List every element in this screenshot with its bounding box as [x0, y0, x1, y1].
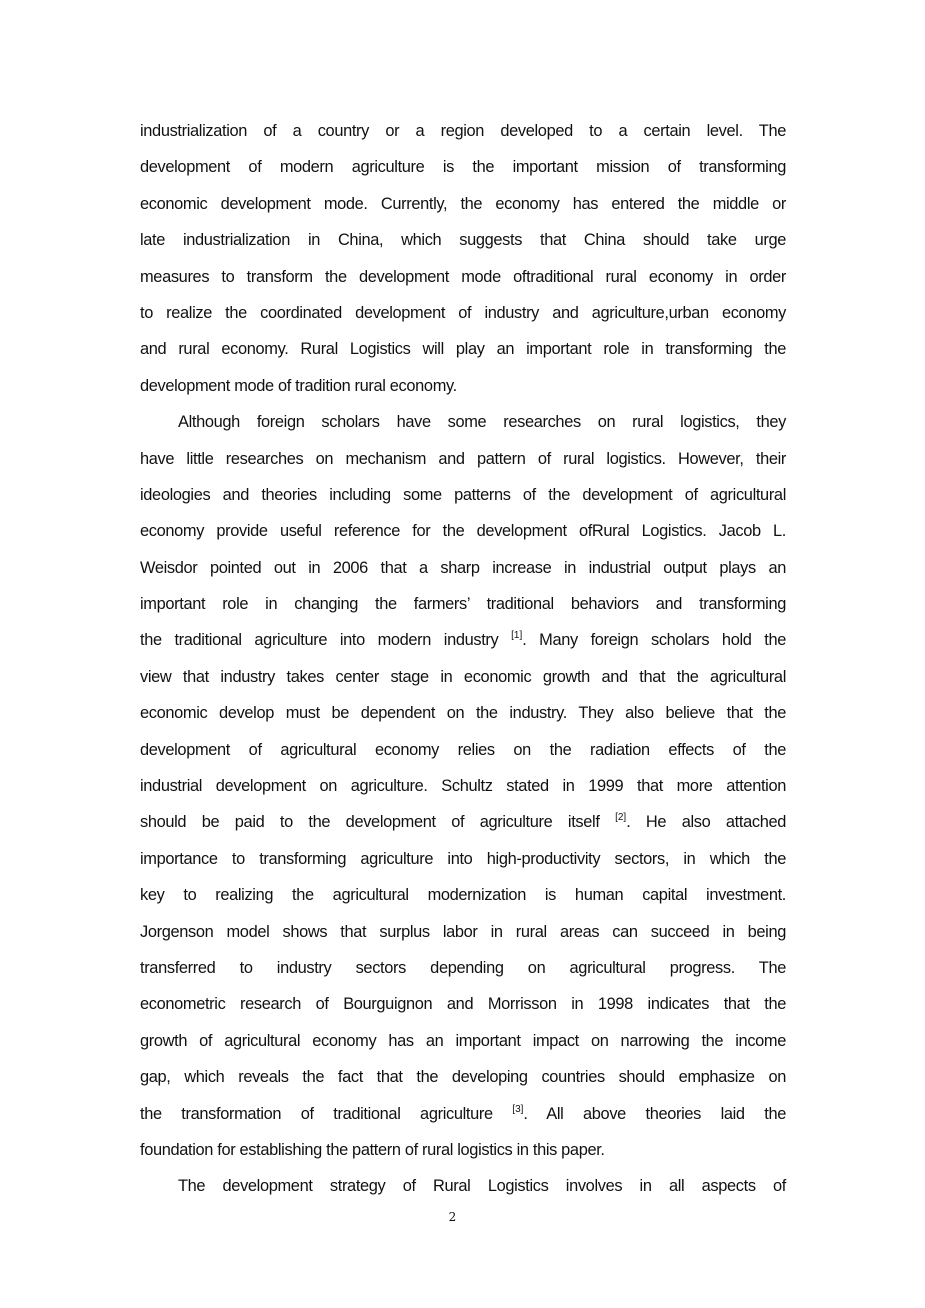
line-text: ideologies and theories including some patterns of the development of agricultural	[140, 485, 786, 504]
text-line	[140, 847, 786, 883]
line-text-continued: . Many foreign scholars hold the	[522, 631, 786, 650]
text-line	[140, 592, 786, 628]
line-text: development mode of tradition rural economy.	[140, 376, 457, 395]
text-line	[140, 301, 786, 337]
line-text: industrialization of a country or a region developed to a certain level. The	[140, 122, 786, 140]
citation-marker: [3]	[512, 1103, 524, 1115]
line-text: view that industry takes center stage in economic growth and that the agricultural	[140, 667, 786, 686]
line-text-continued: . All above theories laid the	[523, 1104, 786, 1123]
line-text: have little researches on mechanism and pattern of rural logistics. However, their	[140, 449, 786, 468]
line-text: Jorgenson model shows that surplus labor in rural areas can succeed in being	[140, 922, 786, 941]
body-text	[140, 119, 786, 1211]
text-line	[140, 956, 786, 992]
text-line	[140, 119, 786, 155]
text-line	[140, 665, 786, 701]
line-text: Although foreign scholars have some researches on rural logistics, they	[178, 413, 786, 432]
text-line	[140, 883, 786, 919]
line-text: The development strategy of Rural Logistics involves in all aspects of	[178, 1177, 786, 1196]
text-line	[140, 1174, 786, 1210]
text-line	[140, 192, 786, 228]
line-text: industrial development on agriculture. Schultz stated in 1999 that more attention	[140, 777, 786, 796]
line-text: Weisdor pointed out in 2006 that a sharp increase in industrial output plays an	[140, 558, 786, 577]
text-line	[140, 1138, 786, 1174]
text-line	[140, 810, 786, 846]
page-number: 2	[448, 1210, 457, 1224]
line-text: measures to transform the development mode oftraditional rural economy in order	[140, 267, 786, 286]
line-text: the transformation of traditional agriculture	[140, 1104, 513, 1123]
line-text: economic develop must be dependent on the industry. They also believe that the	[140, 704, 786, 723]
line-text: importance to transforming agriculture into high-productivity sectors, in which the	[140, 849, 786, 868]
citation-marker: [1]	[511, 630, 523, 642]
line-text: development of modern agriculture is the important mission of transforming	[140, 158, 786, 177]
text-line	[140, 628, 786, 664]
text-line	[140, 738, 786, 774]
line-text: transferred to industry sectors depending on agricultural progress. The	[140, 958, 786, 977]
text-line	[140, 228, 786, 264]
line-text: important role in changing the farmers’ traditional behaviors and transforming	[140, 595, 786, 614]
text-line	[140, 265, 786, 301]
line-text: economic development mode. Currently, the economy has entered the middle or	[140, 194, 786, 213]
line-text: econometric research of Bourguignon and Morrisson in 1998 indicates that the	[140, 995, 786, 1014]
text-line	[140, 447, 786, 483]
text-line	[140, 337, 786, 373]
text-line	[140, 519, 786, 555]
text-line	[140, 1065, 786, 1101]
line-text: and rural economy. Rural Logistics will play an important role in transforming the	[140, 340, 786, 359]
line-text-continued: . He also attached	[626, 813, 786, 832]
text-line	[140, 410, 786, 446]
text-line	[140, 374, 786, 410]
line-text: late industrialization in China, which suggests that China should take urge	[140, 231, 786, 250]
line-text: to realize the coordinated development of industry and agriculture,urban economy	[140, 303, 786, 322]
line-text: foundation for establishing the pattern of rural logistics in this paper.	[140, 1140, 605, 1159]
line-text: growth of agricultural economy has an important impact on narrowing the income	[140, 1031, 786, 1050]
line-text: key to realizing the agricultural modernization is human capital investment.	[140, 886, 786, 905]
text-line	[140, 992, 786, 1028]
text-line	[140, 774, 786, 810]
line-text: development of agricultural economy relies on the radiation effects of the	[140, 740, 786, 759]
text-line	[140, 1102, 786, 1138]
line-text: economy provide useful reference for the development ofRural Logistics. Jacob L.	[140, 522, 786, 541]
citation-marker: [2]	[615, 812, 627, 824]
text-line	[140, 920, 786, 956]
line-text: the traditional agriculture into modern industry	[140, 631, 512, 650]
line-text: should be paid to the development of agriculture itself	[140, 813, 616, 832]
text-line	[140, 483, 786, 519]
text-line	[140, 1029, 786, 1065]
text-line	[140, 155, 786, 191]
line-text: gap, which reveals the fact that the developing countries should emphasize on	[140, 1068, 786, 1087]
text-line	[140, 701, 786, 737]
text-line	[140, 556, 786, 592]
